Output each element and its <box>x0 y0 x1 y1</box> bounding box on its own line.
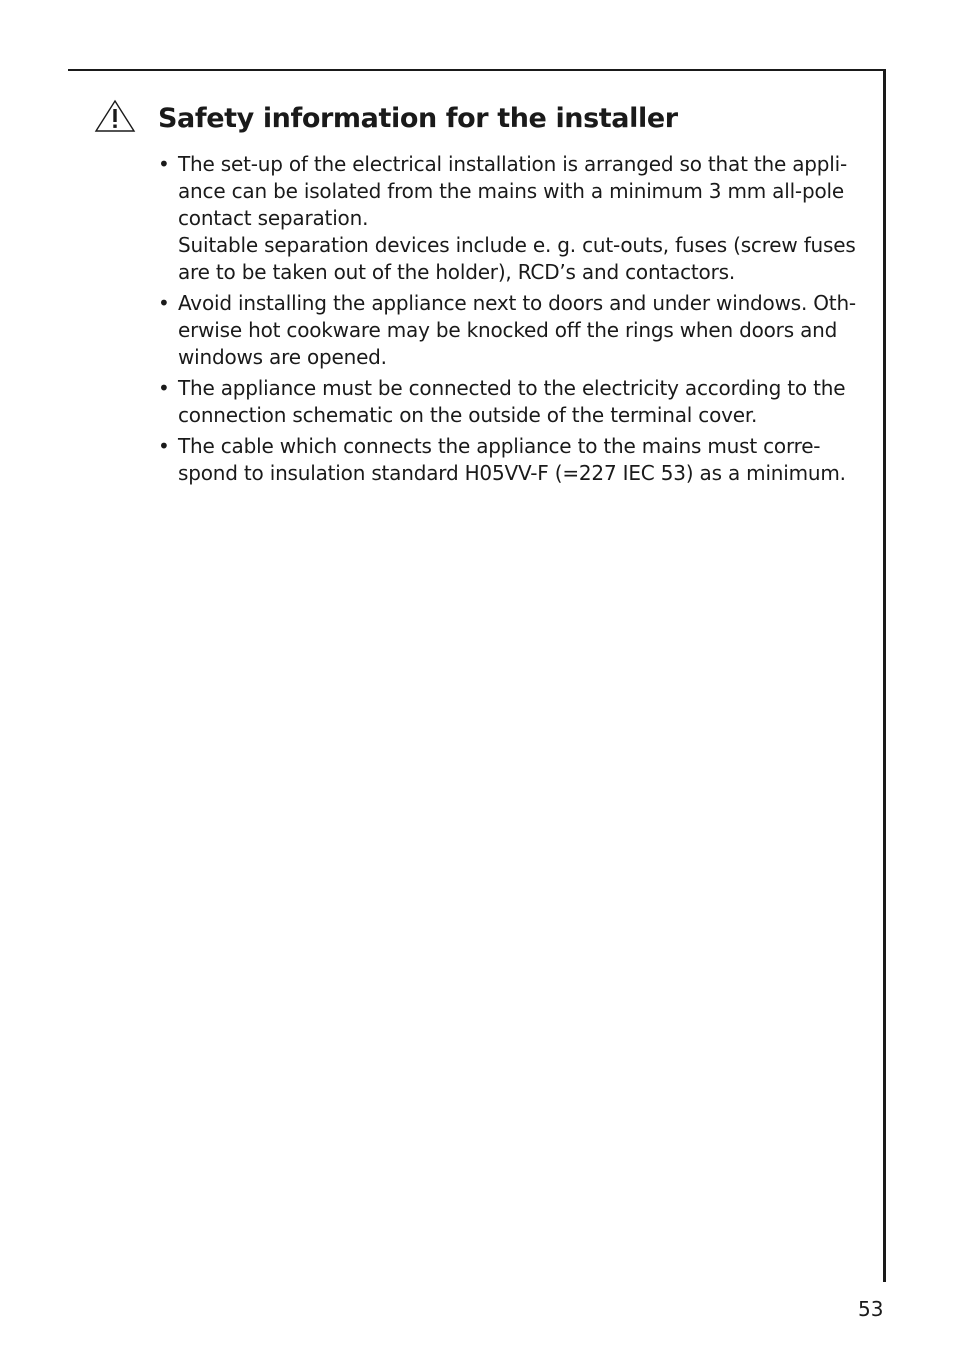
list-item <box>158 375 860 429</box>
text-line: ance can be isolated from the mains with a minimum 3 mm all-pole <box>178 179 844 203</box>
text-line: Avoid installing the appliance next to doors and under windows. Oth- <box>178 291 856 315</box>
top-rule <box>68 69 886 71</box>
page-number: 53 <box>858 1297 884 1321</box>
safety-bullet-list <box>158 151 860 491</box>
text-line: contact separation. <box>178 206 369 230</box>
bullet-dot: • <box>158 291 170 315</box>
list-item <box>158 290 860 371</box>
bullet-dot: • <box>158 152 170 176</box>
text-line: The cable which connects the appliance to the mains must corre- <box>178 434 821 458</box>
text-line: are to be taken out of the holder), RCD’s and contactors. <box>178 260 735 284</box>
text-line: spond to insulation standard H05VV-F (=227 IEC 53) as a minimum. <box>178 461 846 485</box>
text-line: connection schematic on the outside of the terminal cover. <box>178 403 758 427</box>
bullet-dot: • <box>158 434 170 458</box>
text-line: The set-up of the electrical installation is arranged so that the appli- <box>178 152 848 176</box>
text-line: windows are opened. <box>178 345 387 369</box>
text-line: The appliance must be connected to the electricity according to the <box>178 376 846 400</box>
list-item <box>158 433 860 487</box>
text-line: Suitable separation devices include e. g. cut-outs, fuses (screw fuses <box>178 233 856 257</box>
right-margin-rule <box>883 69 886 1282</box>
section-title: Safety information for the installer <box>158 103 678 134</box>
text-line: erwise hot cookware may be knocked off the rings when doors and <box>178 318 838 342</box>
list-item <box>158 151 860 286</box>
bullet-dot: • <box>158 376 170 400</box>
warning-triangle-icon <box>94 99 136 133</box>
